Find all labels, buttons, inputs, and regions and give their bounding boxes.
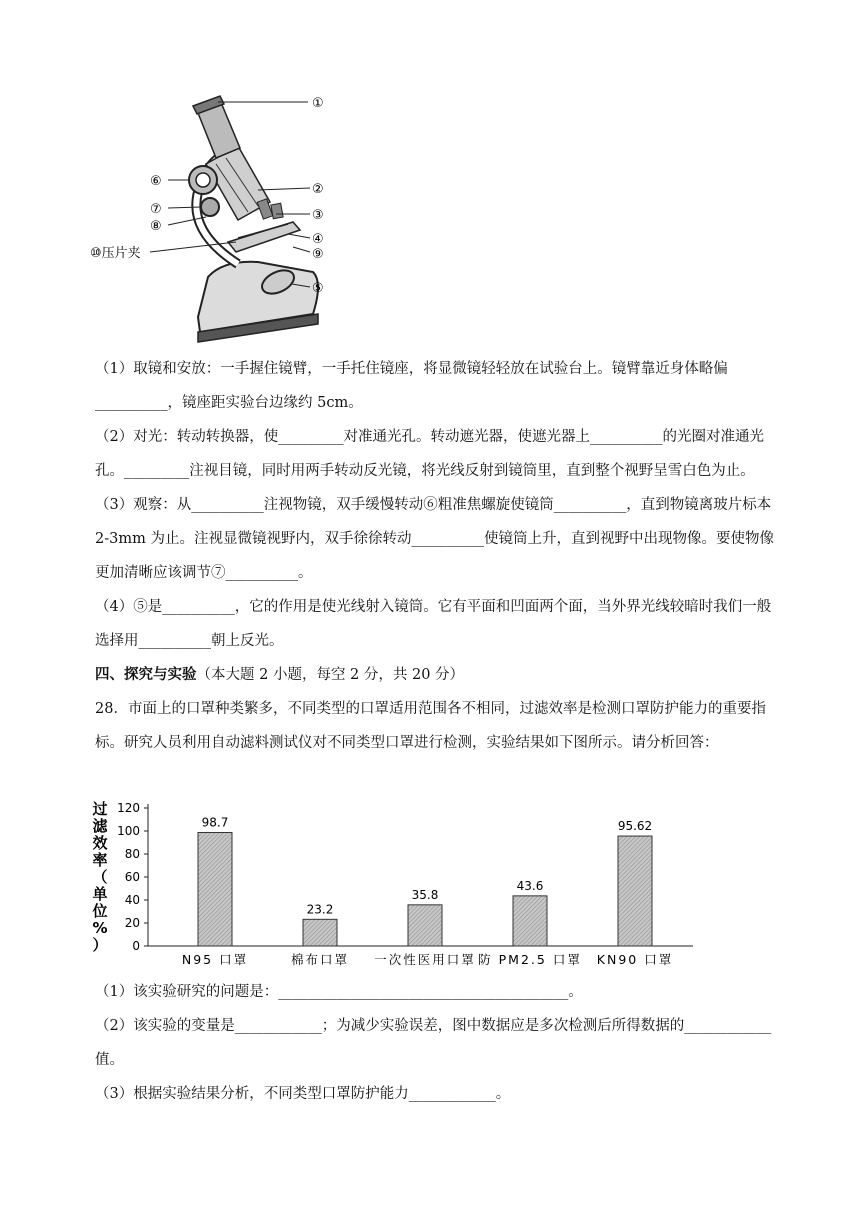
y-axis-label-char: 位: [92, 902, 108, 920]
label-10: ⑩压片夹: [90, 246, 141, 261]
q27-part2: （2）对光：转动转换器，使_________对准通光孔。转动遮光器，使遮光器上__________的光圈对准通光孔。_________注视目镜，同时用两手转动反光镜，将光线反射到镜筒里，直到整个视野呈雪白色为止。: [95, 429, 764, 479]
bar: [513, 896, 547, 946]
label-9: ⑨: [312, 247, 324, 262]
q28-questions: [95, 975, 775, 1111]
label-8: ⑧: [150, 219, 162, 234]
label-4: ④: [312, 232, 324, 247]
y-axis-label-char: %: [92, 919, 108, 937]
q27-part1: （1）取镜和安放：一手握住镜臂，一手托住镜座，将显微镜轻轻放在试验台上。镜臂靠近身体略偏__________，镜座距实验台边缘约 5cm。: [95, 361, 728, 411]
label-6: ⑥: [150, 174, 162, 189]
y-axis-label-char: 效: [92, 834, 108, 852]
bar-value-label: 43.6: [516, 878, 544, 893]
y-tick-label: 0: [132, 939, 140, 953]
section-note: （本大题 2 小题，每空 2 分，共 20 分）: [196, 667, 465, 683]
bar-value-label: 98.7: [201, 815, 229, 830]
y-tick-label: 120: [117, 801, 140, 815]
x-tick-label: 棉布口罩: [290, 952, 350, 967]
bar-value-label: 35.8: [411, 887, 439, 902]
section-title: 四、探究与实验: [95, 666, 197, 683]
y-axis-label-char: 过: [92, 800, 108, 818]
q28-sub2: （2）该实验的变量是____________；为减少实验误差，图中数据应是多次检测后所得数据的____________值。: [95, 1018, 772, 1068]
y-tick-label: 80: [124, 847, 140, 861]
q28-sub3: （3）根据实验结果分析，不同类型口罩防护能力____________。: [95, 1086, 511, 1102]
x-tick-label: 防 PM2.5 口罩: [478, 952, 582, 967]
bar: [198, 832, 232, 946]
label-7: ⑦: [150, 202, 162, 217]
filtration-efficiency-chart: [88, 798, 698, 978]
bar-value-label: 23.2: [306, 902, 334, 917]
q27-part4: （4）⑤是__________，它的作用是使光线射入镜筒。它有平面和凹面两个面，当外界光线较暗时我们一般选择用__________朝上反光。: [95, 599, 772, 649]
y-axis-label-char: ）: [92, 936, 108, 954]
x-tick-label: N95 口罩: [181, 952, 249, 967]
y-axis-label-char: 滤: [92, 817, 108, 835]
x-tick-label: KN90 口罩: [596, 952, 674, 967]
bar: [618, 836, 652, 946]
bar: [303, 919, 337, 946]
q28-sub1: （1）该实验研究的问题是：________________________________________。: [95, 984, 583, 1000]
y-axis-label-char: 率: [92, 851, 108, 869]
y-tick-label: 20: [124, 916, 140, 930]
q27-text: [95, 352, 775, 760]
y-axis-label-char: 单: [92, 885, 108, 903]
y-tick-label: 60: [124, 870, 140, 884]
q28-intro: 28．市面上的口罩种类繁多，不同类型的口罩适用范围各不相同，过滤效率是检测口罩防护能力的重要指标。研究人员利用自动滤料测试仪对不同类型口罩进行检测，实验结果如下图所示。请分析回答：: [95, 701, 766, 751]
q27-part3: （3）观察：从__________注视物镜，双手缓慢转动⑥粗准焦螺旋使镜筒__________，直到物镜离玻片标本 2-3mm 为止。注视显微镜视野内，双手徐徐转动__________使镜筒上升，直到视野中出现物像。要使物像更加清晰应该调节⑦__________。: [95, 497, 774, 581]
label-2: ②: [312, 182, 324, 197]
bar-value-label: 95.62: [617, 819, 653, 834]
microscope-diagram: [88, 92, 348, 352]
label-1: ①: [312, 96, 324, 111]
y-tick-label: 40: [124, 893, 140, 907]
label-5: ⑤: [312, 281, 324, 296]
x-tick-label: 一次性医用口罩: [374, 952, 476, 967]
label-3: ③: [312, 208, 324, 223]
bar: [408, 905, 442, 946]
y-axis-label-char: （: [92, 868, 108, 886]
section-heading: [95, 658, 775, 692]
y-tick-label: 100: [117, 824, 140, 838]
